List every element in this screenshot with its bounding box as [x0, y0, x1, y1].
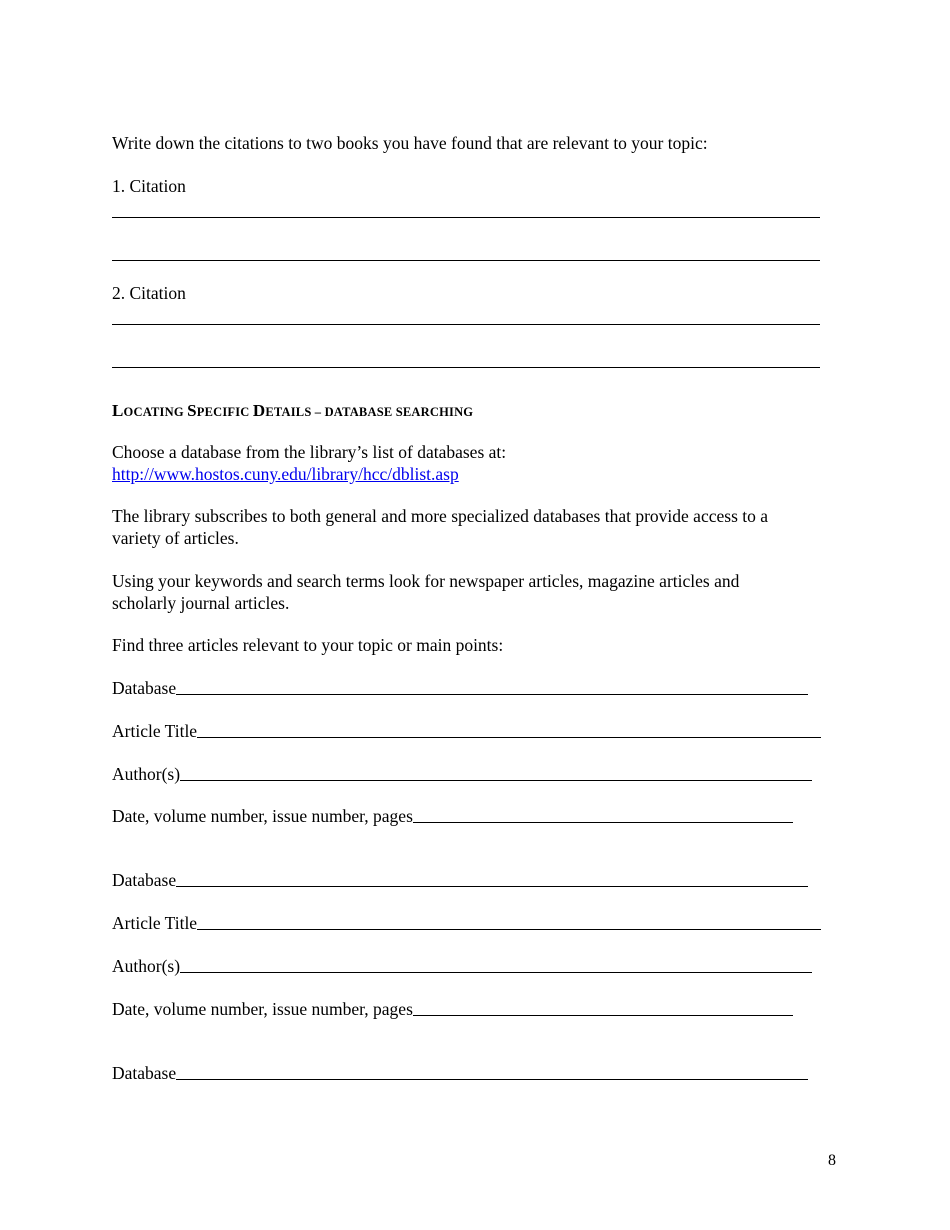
subscribes-text-line-1: The library subscribes to both general and more specialized databases that provide access to a — [112, 506, 769, 526]
subscribes-text-line-2: variety of articles. — [112, 528, 239, 548]
article-title-label: Article Title — [112, 913, 198, 933]
database-list-link[interactable]: http://www.hostos.cuny.edu/library/hcc/dblist.asp — [112, 464, 459, 484]
date-label: Date, volume number, issue number, pages — [112, 806, 413, 826]
database-blank[interactable] — [176, 1078, 808, 1080]
database-blank[interactable] — [176, 885, 808, 887]
keywords-text-line-1: Using your keywords and search terms look for newspaper articles, magazine articles and — [112, 571, 740, 591]
authors-label: Author(s) — [112, 764, 181, 784]
article-2-database-field — [112, 870, 808, 891]
article-2-title-field — [112, 913, 821, 934]
article-title-blank[interactable] — [197, 736, 821, 738]
article-title-label: Article Title — [112, 721, 198, 741]
database-label: Database — [112, 678, 177, 698]
article-1-database-field — [112, 678, 808, 699]
find-articles-text: Find three articles relevant to your topic or main points: — [112, 635, 504, 655]
section-heading: LOCATING SPECIFIC DETAILS – DATABASE SEARCHING — [112, 401, 474, 420]
article-1-title-field — [112, 721, 821, 742]
authors-blank[interactable] — [180, 779, 812, 781]
date-label: Date, volume number, issue number, pages — [112, 999, 413, 1019]
authors-label: Author(s) — [112, 956, 181, 976]
citation-1-line-1[interactable] — [112, 217, 820, 218]
article-1-date-field — [112, 806, 793, 827]
article-2-date-field — [112, 999, 793, 1020]
article-1-authors-field — [112, 764, 812, 785]
database-blank[interactable] — [176, 693, 808, 695]
citation-2-label: 2. Citation — [112, 283, 186, 303]
citation-1-line-2[interactable] — [112, 260, 820, 261]
keywords-text-line-2: scholarly journal articles. — [112, 593, 290, 613]
page-number: 8 — [828, 1152, 836, 1169]
date-blank[interactable] — [413, 1014, 793, 1016]
citation-1-label: 1. Citation — [112, 176, 186, 196]
choose-database-text: Choose a database from the library’s list of databases at: — [112, 442, 507, 462]
authors-blank[interactable] — [180, 971, 812, 973]
date-blank[interactable] — [413, 821, 793, 823]
database-label: Database — [112, 1063, 177, 1083]
article-title-blank[interactable] — [197, 928, 821, 930]
article-2-authors-field — [112, 956, 812, 977]
intro-text: Write down the citations to two books you have found that are relevant to your topic: — [112, 133, 708, 153]
citation-2-line-2[interactable] — [112, 367, 820, 368]
article-3-database-field — [112, 1063, 808, 1084]
citation-2-line-1[interactable] — [112, 324, 820, 325]
database-label: Database — [112, 870, 177, 890]
